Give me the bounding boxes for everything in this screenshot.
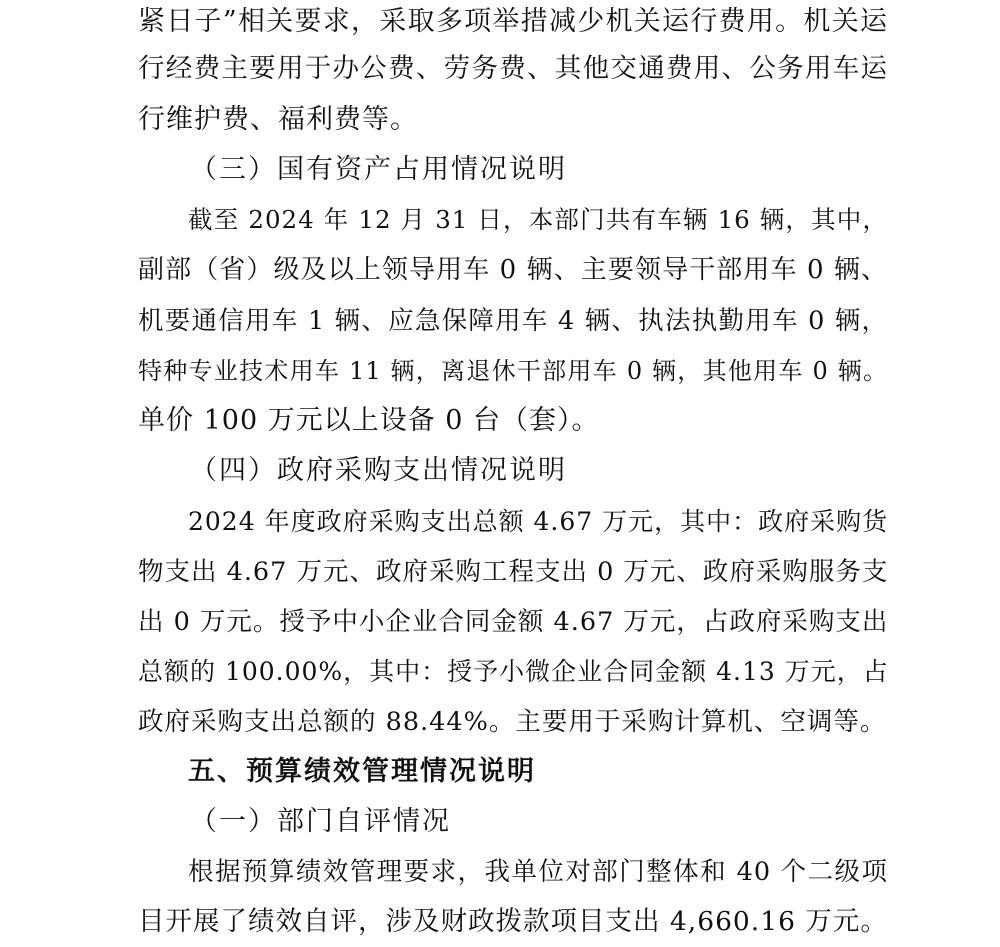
- paragraph-line: 行经费主要用于办公费、劳务费、其他交通费用、公务用车运: [138, 53, 888, 84]
- paragraph-line: 单价 100 万元以上设备 0 台（套）。: [138, 405, 600, 436]
- paragraph-line: 物支出 4.67 万元、政府采购工程支出 0 万元、政府采购服务支: [138, 557, 889, 587]
- paragraph-line: 2024 年度政府采购支出总额 4.67 万元，其中：政府采购货: [188, 507, 889, 536]
- paragraph-line: 机要通信用车 1 辆、应急保障用车 4 辆、执法执勤用车 0 辆，: [138, 306, 888, 336]
- paragraph-line: 截至 2024 年 12 月 31 日，本部门共有车辆 16 辆，其中，: [188, 205, 888, 234]
- subsection-heading: （三）国有资产占用情况说明: [190, 154, 567, 185]
- paragraph-line: 紧日子”相关要求，采取多项举措减少机关运行费用。机关运: [138, 6, 888, 37]
- paragraph-line: 总额的 100.00%，其中：授予小微企业合同金额 4.13 万元，占: [138, 657, 889, 686]
- paragraph-line: 副部（省）级及以上领导用车 0 辆、主要领导干部用车 0 辆、: [138, 255, 888, 285]
- paragraph-line: 政府采购支出总额的 88.44%。主要用于采购计算机、空调等。: [138, 707, 887, 737]
- subsection-heading: （四）政府采购支出情况说明: [190, 455, 567, 486]
- paragraph-line: 根据预算绩效管理要求，我单位对部门整体和 40 个二级项: [188, 857, 888, 887]
- paragraph-line: 特种专业技术用车 11 辆，离退休干部用车 0 辆，其他用车 0 辆。: [138, 357, 888, 385]
- paragraph-line: 出 0 万元。授予中小企业合同金额 4.67 万元，占政府采购支出: [138, 607, 889, 637]
- subsection-heading: （一）部门自评情况: [190, 806, 451, 837]
- section-heading: 五、预算绩效管理情况说明: [188, 756, 536, 787]
- paragraph-line: 目开展了绩效自评，涉及财政拨款项目支出 4,660.16 万元。: [138, 906, 888, 937]
- paragraph-line: 行维护费、福利费等。: [138, 104, 418, 135]
